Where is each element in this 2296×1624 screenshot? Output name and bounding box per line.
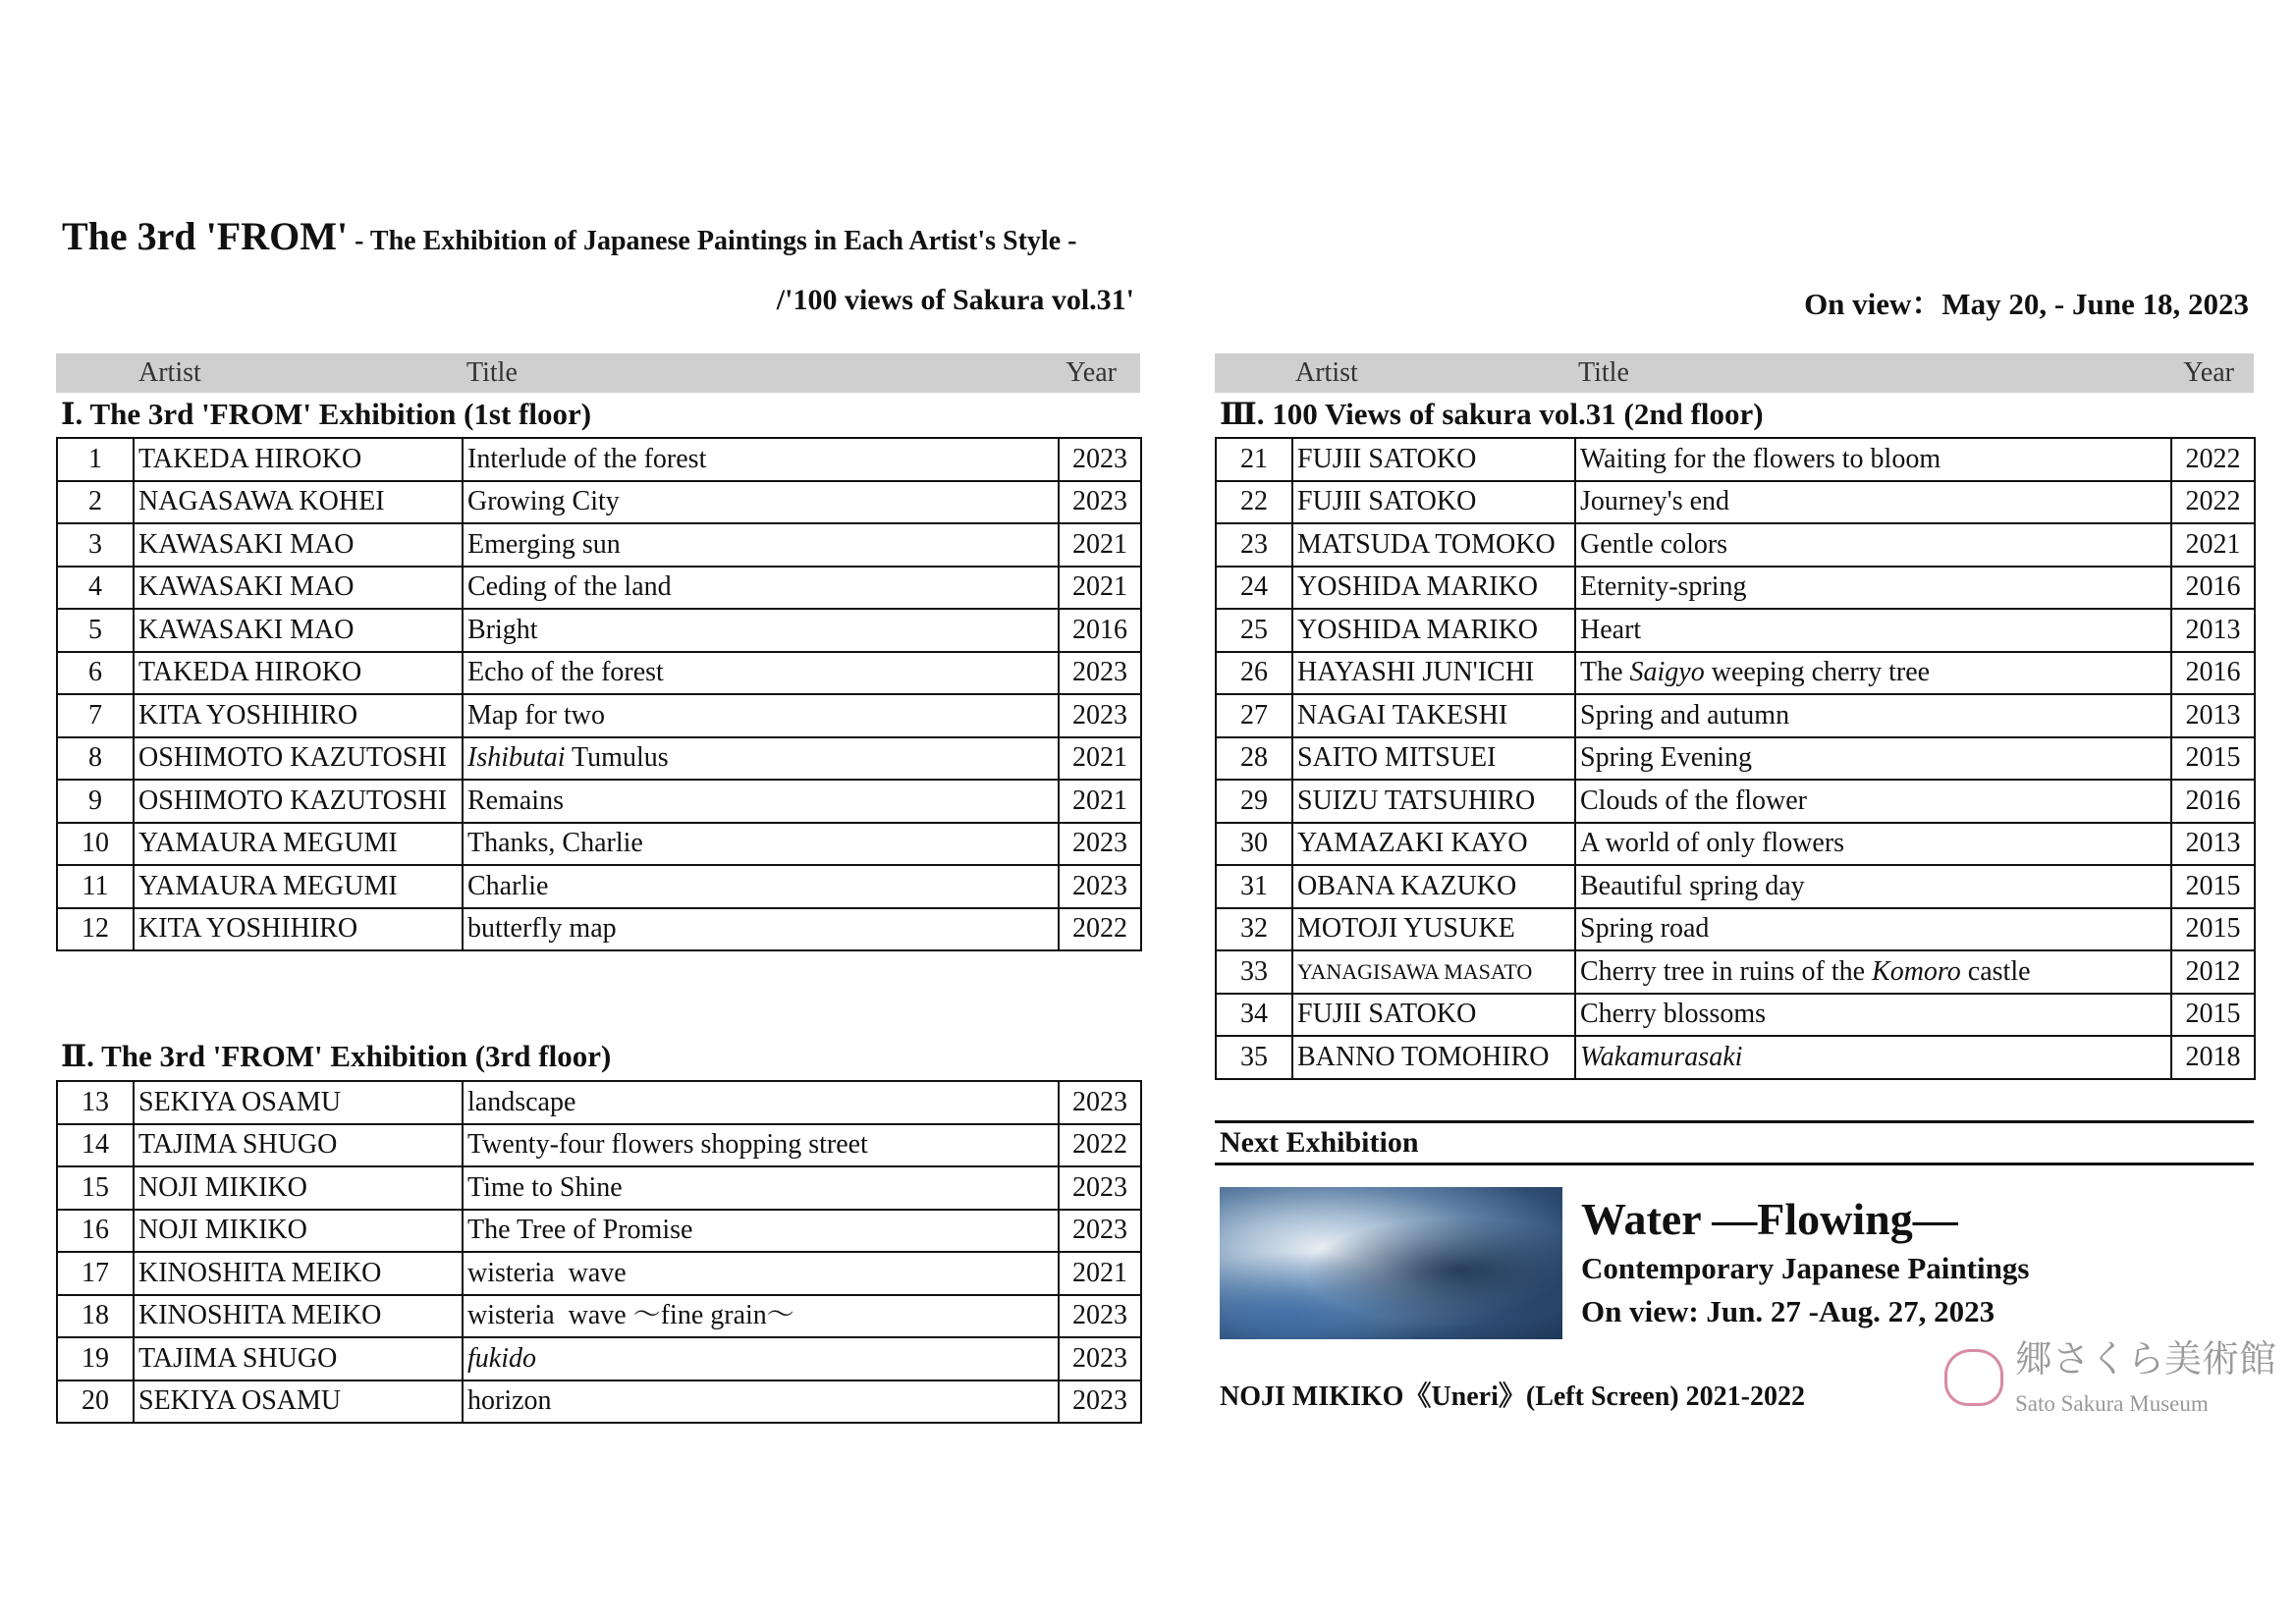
cell-title — [1575, 865, 2171, 908]
title-part: wisteria wave — [467, 1257, 627, 1288]
cell-number: 23 — [1216, 523, 1292, 567]
cell-year: 2023 — [1059, 1295, 1141, 1338]
cell-year: 2021 — [2171, 523, 2255, 567]
table-row — [1216, 823, 2255, 866]
cell-artist: TAKEDA HIROKO — [134, 438, 463, 481]
cell-title — [1575, 609, 2171, 652]
title-part: Journey's end — [1580, 486, 1730, 517]
divider — [1215, 1120, 2254, 1123]
cell-year: 2013 — [2171, 694, 2255, 737]
cell-number: 12 — [57, 908, 134, 951]
cell-artist: NOJI MIKIKO — [134, 1210, 463, 1253]
title-part: Cherry blossoms — [1580, 999, 1766, 1030]
table-row — [1216, 908, 2255, 951]
title-part: Twenty-four flowers shopping street — [467, 1129, 868, 1161]
cell-artist: NOJI MIKIKO — [134, 1166, 463, 1210]
table-row — [57, 737, 1141, 781]
cell-artist: YAMAURA MEGUMI — [134, 823, 463, 866]
cell-year: 2023 — [1059, 652, 1141, 695]
cell-number: 9 — [57, 780, 134, 823]
col-artist: Artist — [1295, 357, 1358, 388]
table-row — [57, 1210, 1141, 1253]
section-heading-1: Ⅰ. The 3rd 'FROM' Exhibition (1st floor) — [61, 397, 592, 431]
cell-year: 2022 — [1059, 908, 1141, 951]
cell-number: 29 — [1216, 780, 1292, 823]
title-part: Remains — [467, 785, 564, 816]
cell-artist: KAWASAKI MAO — [134, 609, 463, 652]
table-row — [57, 823, 1141, 866]
cell-title — [463, 780, 1059, 823]
cell-title — [1575, 438, 2171, 481]
cell-year: 2021 — [1059, 737, 1141, 781]
title-part: Beautiful spring day — [1580, 870, 1805, 901]
cell-title — [463, 823, 1059, 866]
cell-artist: SUIZU TATSUHIRO — [1292, 780, 1575, 823]
table-row — [1216, 652, 2255, 695]
cell-number: 7 — [57, 694, 134, 737]
cell-title — [463, 1337, 1059, 1380]
cell-year: 2021 — [1059, 780, 1141, 823]
table-row — [57, 1380, 1141, 1424]
table-row — [57, 438, 1141, 481]
cell-year: 2022 — [1059, 1124, 1141, 1167]
title-part: Map for two — [467, 699, 605, 731]
cell-number: 32 — [1216, 908, 1292, 951]
cell-artist: SEKIYA OSAMU — [134, 1380, 463, 1424]
title-part: Spring Evening — [1580, 742, 1752, 774]
cell-year: 2023 — [1059, 865, 1141, 908]
cell-year: 2012 — [2171, 950, 2255, 994]
table-row — [57, 1081, 1141, 1124]
title-part: weeping cherry tree — [1704, 657, 1931, 688]
title-part: Emerging sun — [467, 528, 621, 560]
cell-year: 2016 — [1059, 609, 1141, 652]
table-row — [57, 1252, 1141, 1295]
cell-artist: YOSHIDA MARIKO — [1292, 567, 1575, 610]
on-view-dates: On view：May 20, - June 18, 2023 — [1804, 287, 2249, 321]
table-row — [1216, 567, 2255, 610]
table-row — [57, 1337, 1141, 1380]
cell-title — [463, 908, 1059, 951]
cell-artist: SAITO MITSUEI — [1292, 737, 1575, 781]
table-row — [1216, 737, 2255, 781]
title-sub: - The Exhibition of Japanese Paintings in Each Artist's Style - — [348, 226, 1077, 256]
cell-year: 2022 — [2171, 481, 2255, 524]
cell-artist: KINOSHITA MEIKO — [134, 1295, 463, 1338]
cell-title — [463, 1295, 1059, 1338]
cell-number: 22 — [1216, 481, 1292, 524]
table-row — [1216, 438, 2255, 481]
cell-artist: FUJII SATOKO — [1292, 481, 1575, 524]
title-part: Growing City — [467, 486, 620, 517]
cell-title — [463, 567, 1059, 610]
cell-title — [463, 523, 1059, 567]
cell-title — [463, 1210, 1059, 1253]
cell-number: 11 — [57, 865, 134, 908]
col-year: Year — [1066, 357, 1117, 388]
title-part: Time to Shine — [467, 1171, 623, 1203]
artwork-table-1st-floor — [56, 437, 1142, 951]
section-heading-3: Ⅲ. 100 Views of sakura vol.31 (2nd floor) — [1220, 397, 1764, 431]
cell-number: 14 — [57, 1124, 134, 1167]
cell-number: 35 — [1216, 1036, 1292, 1079]
italic-title-part: Wakamurasaki — [1580, 1041, 1743, 1072]
cell-artist: YOSHIDA MARIKO — [1292, 609, 1575, 652]
cell-artist: NAGAI TAKESHI — [1292, 694, 1575, 737]
table-row — [1216, 865, 2255, 908]
cell-number: 28 — [1216, 737, 1292, 781]
cell-artist: YANAGISAWA MASATO — [1292, 950, 1575, 994]
cell-title — [1575, 780, 2171, 823]
table-row — [57, 865, 1141, 908]
cell-year: 2016 — [2171, 780, 2255, 823]
cell-title — [463, 1081, 1059, 1124]
cell-title — [1575, 567, 2171, 610]
title-part: wisteria wave 〜fine grain〜 — [467, 1300, 794, 1331]
cell-title — [463, 1124, 1059, 1167]
col-year: Year — [2183, 357, 2234, 388]
cell-number: 19 — [57, 1337, 134, 1380]
title-part: Gentle colors — [1580, 528, 1728, 560]
cell-year: 2022 — [2171, 438, 2255, 481]
cell-artist: OSHIMOTO KAZUTOSHI — [134, 780, 463, 823]
cell-title — [463, 1166, 1059, 1210]
title-part: Cherry tree in ruins of the — [1580, 955, 1873, 987]
cell-title — [463, 1380, 1059, 1424]
cell-artist: KITA YOSHIHIRO — [134, 908, 463, 951]
page-title — [62, 214, 1076, 264]
cell-year: 2015 — [2171, 994, 2255, 1037]
title-part: The Tree of Promise — [467, 1215, 693, 1246]
cell-number: 5 — [57, 609, 134, 652]
cell-artist: MOTOJI YUSUKE — [1292, 908, 1575, 951]
cell-number: 26 — [1216, 652, 1292, 695]
cell-number: 10 — [57, 823, 134, 866]
table-row — [57, 567, 1141, 610]
cell-number: 30 — [1216, 823, 1292, 866]
col-title: Title — [1578, 357, 1629, 388]
cell-year: 2023 — [1059, 481, 1141, 524]
title-part: Interlude of the forest — [467, 443, 707, 474]
cell-artist: MATSUDA TOMOKO — [1292, 523, 1575, 567]
cell-title — [1575, 994, 2171, 1037]
cell-title — [463, 694, 1059, 737]
cell-title — [1575, 823, 2171, 866]
table-row — [57, 481, 1141, 524]
cell-artist: FUJII SATOKO — [1292, 438, 1575, 481]
next-exhibition-dates: On view: Jun. 27 -Aug. 27, 2023 — [1581, 1294, 1995, 1328]
cell-artist: KAWASAKI MAO — [134, 567, 463, 610]
cell-number: 16 — [57, 1210, 134, 1253]
table-row — [57, 523, 1141, 567]
artwork-table-2nd-floor — [1215, 437, 2256, 1080]
cell-title — [1575, 652, 2171, 695]
table-row — [57, 780, 1141, 823]
cell-year: 2023 — [1059, 1166, 1141, 1210]
cell-title — [1575, 481, 2171, 524]
cell-year: 2023 — [1059, 1380, 1141, 1424]
cell-artist: BANNO TOMOHIRO — [1292, 1036, 1575, 1079]
table-row — [1216, 609, 2255, 652]
cell-year: 2023 — [1059, 1337, 1141, 1380]
cell-year: 2018 — [2171, 1036, 2255, 1079]
title-part: Bright — [467, 614, 538, 645]
divider — [1215, 1163, 2254, 1165]
column-header-left — [56, 353, 1140, 393]
cell-year: 2021 — [1059, 523, 1141, 567]
table-row — [1216, 523, 2255, 567]
cell-artist: YAMAZAKI KAYO — [1292, 823, 1575, 866]
cell-year: 2023 — [1059, 1210, 1141, 1253]
title-part: Spring road — [1580, 913, 1710, 945]
cell-artist: TAKEDA HIROKO — [134, 652, 463, 695]
next-exhibition-title: Water —Flowing— — [1581, 1194, 1958, 1244]
cell-artist: TAJIMA SHUGO — [134, 1337, 463, 1380]
title-part: Spring and autumn — [1580, 699, 1790, 731]
table-row — [57, 908, 1141, 951]
title-part: The — [1580, 657, 1630, 688]
table-row — [1216, 950, 2255, 994]
cell-year: 2015 — [2171, 865, 2255, 908]
artwork-caption: NOJI MIKIKO《Uneri》(Left Screen) 2021-2022 — [1220, 1381, 1805, 1412]
table-row — [1216, 1036, 2255, 1079]
cell-number: 13 — [57, 1081, 134, 1124]
subtitle: /'100 views of Sakura vol.31' — [776, 284, 1134, 316]
title-part: castle — [1960, 955, 2031, 987]
table-row — [57, 1166, 1141, 1210]
cell-artist: NAGASAWA KOHEI — [134, 481, 463, 524]
cell-year: 2021 — [1059, 1252, 1141, 1295]
cell-title — [463, 865, 1059, 908]
cell-number: 31 — [1216, 865, 1292, 908]
cell-title — [463, 652, 1059, 695]
cell-year: 2021 — [1059, 567, 1141, 610]
cell-title — [1575, 737, 2171, 781]
cell-number: 18 — [57, 1295, 134, 1338]
table-row — [1216, 780, 2255, 823]
title-part: A world of only flowers — [1580, 828, 1845, 859]
italic-title-part: fukido — [467, 1342, 536, 1374]
cell-number: 27 — [1216, 694, 1292, 737]
cell-number: 17 — [57, 1252, 134, 1295]
title-part: landscape — [467, 1086, 576, 1117]
cell-artist: KINOSHITA MEIKO — [134, 1252, 463, 1295]
cell-artist: YAMAURA MEGUMI — [134, 865, 463, 908]
cell-title — [1575, 1036, 2171, 1079]
cell-artist: HAYASHI JUN'ICHI — [1292, 652, 1575, 695]
title-part: Waiting for the flowers to bloom — [1580, 443, 1941, 474]
cell-number: 15 — [57, 1166, 134, 1210]
table-row — [1216, 994, 2255, 1037]
title-part: Charlie — [467, 870, 549, 901]
cell-title — [463, 438, 1059, 481]
cell-number: 21 — [1216, 438, 1292, 481]
cell-artist: TAJIMA SHUGO — [134, 1124, 463, 1167]
column-header-right — [1215, 353, 2254, 393]
cell-title — [463, 737, 1059, 781]
italic-title-part: Komoro — [1872, 955, 1961, 987]
table-row — [1216, 694, 2255, 737]
cell-year: 2015 — [2171, 908, 2255, 951]
cell-title — [463, 481, 1059, 524]
cell-number: 25 — [1216, 609, 1292, 652]
table-row — [57, 652, 1141, 695]
title-part: Eternity-spring — [1580, 571, 1747, 603]
next-exhibition-label: Next Exhibition — [1220, 1126, 1419, 1159]
title-part: Ceding of the land — [467, 571, 672, 603]
title-main: The 3rd 'FROM' — [62, 214, 349, 258]
cell-year: 2013 — [2171, 609, 2255, 652]
cell-number: 2 — [57, 481, 134, 524]
table-row — [1216, 481, 2255, 524]
title-part: Clouds of the flower — [1580, 785, 1807, 816]
title-part: horizon — [467, 1385, 552, 1417]
cell-title — [1575, 523, 2171, 567]
cell-year: 2023 — [1059, 694, 1141, 737]
title-part: Heart — [1580, 614, 1642, 645]
next-exhibition-subtitle: Contemporary Japanese Paintings — [1581, 1251, 2030, 1285]
cell-number: 8 — [57, 737, 134, 781]
cell-year: 2023 — [1059, 1081, 1141, 1124]
italic-title-part: Saigyo — [1629, 657, 1705, 688]
table-row — [57, 694, 1141, 737]
cell-number: 6 — [57, 652, 134, 695]
cell-artist: KAWASAKI MAO — [134, 523, 463, 567]
cell-number: 1 — [57, 438, 134, 481]
cell-title — [463, 609, 1059, 652]
sakura-logo-icon — [1944, 1349, 2003, 1406]
col-title: Title — [466, 357, 518, 388]
cell-year: 2016 — [2171, 567, 2255, 610]
cell-number: 4 — [57, 567, 134, 610]
cell-artist: FUJII SATOKO — [1292, 994, 1575, 1037]
col-artist: Artist — [138, 357, 201, 388]
cell-artist: KITA YOSHIHIRO — [134, 694, 463, 737]
logo-jp: 郷さくら美術館 — [2015, 1337, 2277, 1380]
cell-artist: OBANA KAZUKO — [1292, 865, 1575, 908]
cell-number: 24 — [1216, 567, 1292, 610]
logo-en: Sato Sakura Museum — [2015, 1391, 2209, 1416]
cell-title — [463, 1252, 1059, 1295]
cell-number: 33 — [1216, 950, 1292, 994]
cell-artist: OSHIMOTO KAZUTOSHI — [134, 737, 463, 781]
title-part: Tumulus — [565, 742, 669, 774]
cell-year: 2015 — [2171, 737, 2255, 781]
italic-title-part: Ishibutai — [467, 742, 566, 774]
museum-logo — [1944, 1337, 2277, 1422]
section-heading-2: Ⅱ. The 3rd 'FROM' Exhibition (3rd floor) — [61, 1039, 612, 1073]
cell-number: 3 — [57, 523, 134, 567]
cell-year: 2023 — [1059, 823, 1141, 866]
cell-year: 2013 — [2171, 823, 2255, 866]
artwork-image — [1220, 1187, 1562, 1339]
cell-year: 2016 — [2171, 652, 2255, 695]
title-part: Thanks, Charlie — [467, 828, 643, 859]
artwork-table-3rd-floor — [56, 1080, 1142, 1424]
table-row — [57, 1124, 1141, 1167]
cell-title — [1575, 950, 2171, 994]
table-row — [57, 1295, 1141, 1338]
table-row — [57, 609, 1141, 652]
cell-artist: SEKIYA OSAMU — [134, 1081, 463, 1124]
cell-year: 2023 — [1059, 438, 1141, 481]
cell-title — [1575, 694, 2171, 737]
cell-number: 34 — [1216, 994, 1292, 1037]
cell-number: 20 — [57, 1380, 134, 1424]
title-part: Echo of the forest — [467, 657, 664, 688]
cell-title — [1575, 908, 2171, 951]
title-part: butterfly map — [467, 913, 617, 945]
